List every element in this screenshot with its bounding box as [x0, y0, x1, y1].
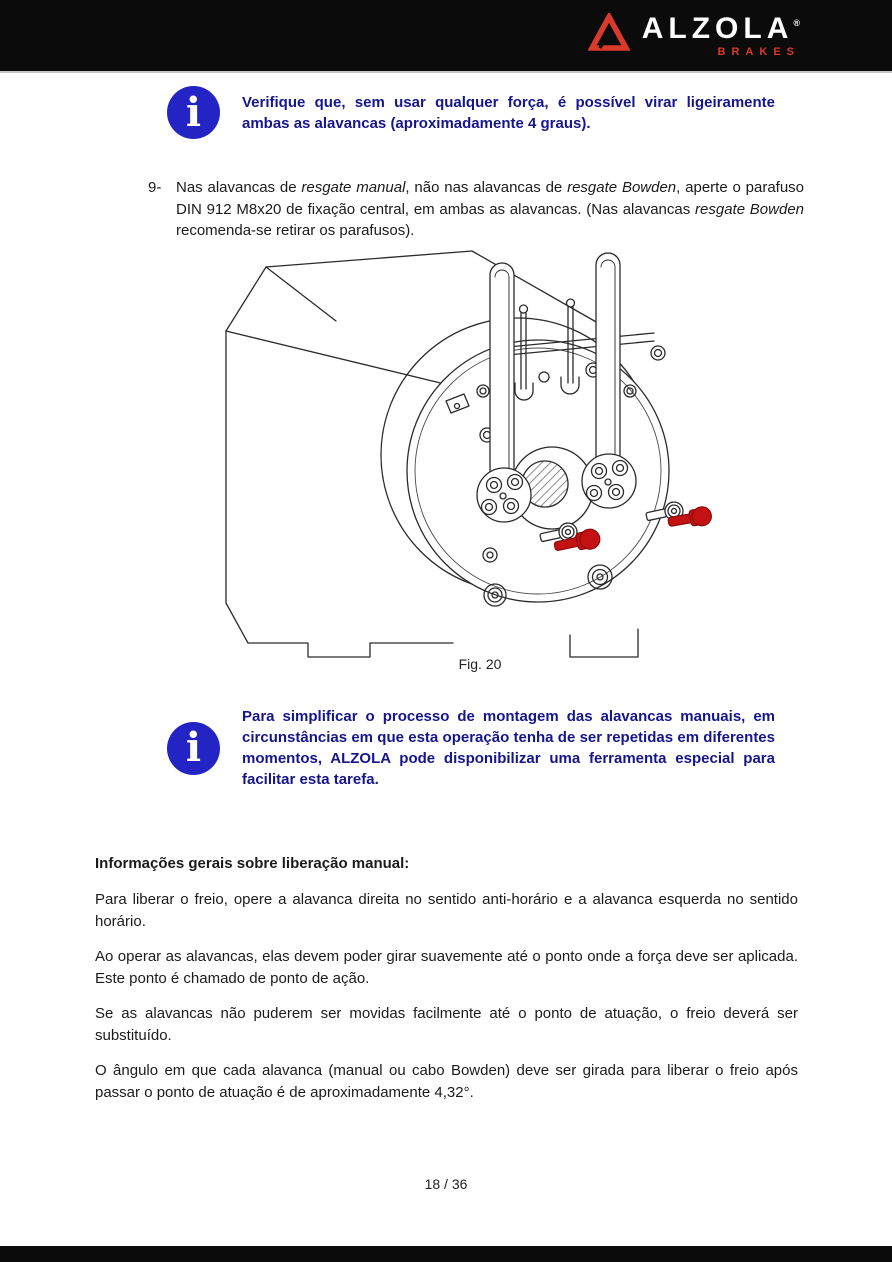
header-bar: [0, 0, 892, 73]
alzola-triangle-icon: [588, 13, 630, 58]
step-text-run: , aperte o parafuso DIN 912 M8x20 de fixação central, em ambas as alavancas. (Nas alavancas: [176, 179, 805, 218]
left-lever-hub: [477, 468, 531, 522]
paragraph: Para liberar o freio, opere a alavanca direita no sentido anti-horário e a alavanca esquerda no sentido horário.: [95, 891, 798, 930]
step-text-italic-run: resgate Bowden: [695, 200, 805, 218]
brand-subtitle: BRAKES: [717, 45, 800, 58]
paragraph: O ângulo em que cada alavanca (manual ou cabo Bowden) deve ser girada para liberar o freio após passar o ponto de atuação é de aproximadamente 4,32°.: [95, 1062, 798, 1101]
info-note-text: Para simplificar o processo de montagem das alavancas manuais, em circunstâncias em que esta operação tenha de ser repetidas em diferentes momentos, ALZOLA pode disponibilizar uma ferramenta especial para facilitar esta tarefa.: [242, 708, 775, 788]
general-info-section: [95, 853, 798, 1117]
alzola-logo: [588, 13, 800, 58]
step-text: [176, 177, 804, 242]
step-text-italic-run: resgate Bowden: [567, 179, 677, 196]
page-number: 18 / 36: [424, 1176, 468, 1192]
step-text-run: Nas alavancas de: [176, 179, 302, 196]
section-heading: Informações gerais sobre liberação manual:: [95, 855, 410, 872]
step-text-italic-run: resgate manual: [301, 179, 406, 196]
section-paragraphs: [95, 889, 798, 1104]
info-icon: i: [167, 86, 220, 139]
registered-mark: ®: [793, 17, 800, 28]
left-release-lever: [490, 263, 514, 473]
paragraph: Se as alavancas não puderem ser movidas facilmente até o ponto de atuação, o freio deverá ser substituído.: [95, 1005, 798, 1044]
info-note: [167, 706, 775, 790]
paragraph: Ao operar as alavancas, elas devem poder girar suavemente até o ponto onde a força deve ser aplicada. Este ponto é chamado de ponto de ação.: [95, 948, 798, 987]
step-number: 9-: [148, 179, 162, 196]
brake-assembly-figure: [218, 243, 780, 661]
info-note-text: Verifique que, sem usar qualquer força, é possível virar ligeiramente ambas as alavancas (aproximadamente 4 graus).: [242, 93, 775, 132]
right-release-lever: [596, 253, 620, 459]
step-text-run: recomenda-se retirar os parafusos).: [176, 222, 415, 239]
footer-bar: [0, 1246, 892, 1262]
step-text-run: , não nas alavancas de: [405, 179, 568, 196]
brand-name: ALZOLA®: [641, 11, 800, 45]
figure-caption: Fig. 20: [458, 656, 502, 672]
step-item-9: [148, 177, 804, 242]
right-lever-hub: [582, 454, 636, 508]
info-icon: i: [167, 722, 220, 775]
info-note: [167, 86, 775, 139]
